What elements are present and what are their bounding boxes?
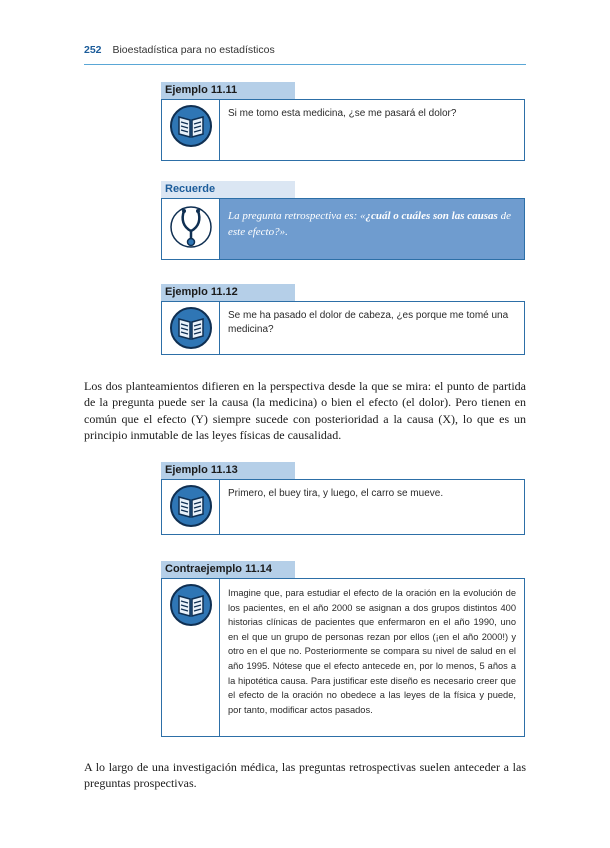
reminder-box	[161, 181, 525, 260]
example-box	[161, 284, 525, 355]
box-text: Primero, el buey tira, y luego, el carro se mueve.	[228, 488, 444, 499]
example-icon-cell	[162, 302, 220, 354]
box-label: Recuerde	[161, 181, 295, 198]
book-title: Bioestadística para no estadísticos	[112, 44, 275, 56]
reminder-text-end: de este efecto?».	[228, 210, 511, 238]
box-label: Ejemplo 11.13	[161, 462, 295, 479]
example-icon-cell	[162, 480, 220, 534]
body-paragraph: Los dos planteamientos difieren en la perspectiva desde la que se mira: el punto de partida de la pregunta puede ser la causa (la medicina) o bien el efecto (el dolor). Pero tienen en común que el efecto (Y) siempre sucede con posterioridad a la causa (X), lo que es un principio inmutable de las leyes físicas de causalidad.	[84, 379, 526, 443]
example-icon-cell	[162, 100, 220, 160]
example-box	[161, 462, 525, 535]
counterexample-box	[161, 561, 525, 737]
stethoscope-icon	[169, 203, 213, 251]
reminder-text-bold: ¿cuál o cuáles son las causas	[365, 210, 498, 222]
book-icon	[169, 104, 213, 148]
box-text: Imagine que, para estudiar el efecto de la oración en la evolución de los pacientes, en el año 2000 se asignan a dos grupos distintos 400 historias clínicas de pacientes que enfermaron en el año 1990, uno en el que un grupo de personas rezan por ellos (¡en el año 2000!) y otro en el que no. Posteriormente se compara su nivel de salud en el año 1995. Nótese que el efecto antecede en, por lo menos, 5 años a la hipotética causa. Para justificar este diseño es necesario creer que el efecto de la oración no obedece a las leyes de la física y puede, por tanto, modificar actos pasados.	[228, 588, 516, 715]
example-box	[161, 82, 525, 161]
counterexample-icon-cell	[162, 579, 220, 736]
box-text: Si me tomo esta medicina, ¿se me pasará el dolor?	[228, 108, 457, 119]
book-icon	[169, 484, 213, 528]
book-icon	[169, 583, 213, 627]
box-text: Se me ha pasado el dolor de cabeza, ¿es porque me tomé una medicina?	[228, 310, 509, 336]
reminder-icon-cell	[162, 199, 220, 259]
body-paragraph: A lo largo de una investigación médica, las preguntas retrospectivas suelen anteceder a las preguntas prospectivas.	[84, 760, 526, 791]
book-icon	[169, 306, 213, 350]
box-text	[220, 199, 524, 259]
box-label: Ejemplo 11.12	[161, 284, 295, 301]
page-header	[84, 44, 526, 65]
box-label: Ejemplo 11.11	[161, 82, 295, 99]
reminder-text-start: La pregunta retrospectiva es: «	[228, 210, 366, 222]
box-label: Contraejemplo 11.14	[161, 561, 295, 578]
page-number: 252	[84, 44, 102, 56]
